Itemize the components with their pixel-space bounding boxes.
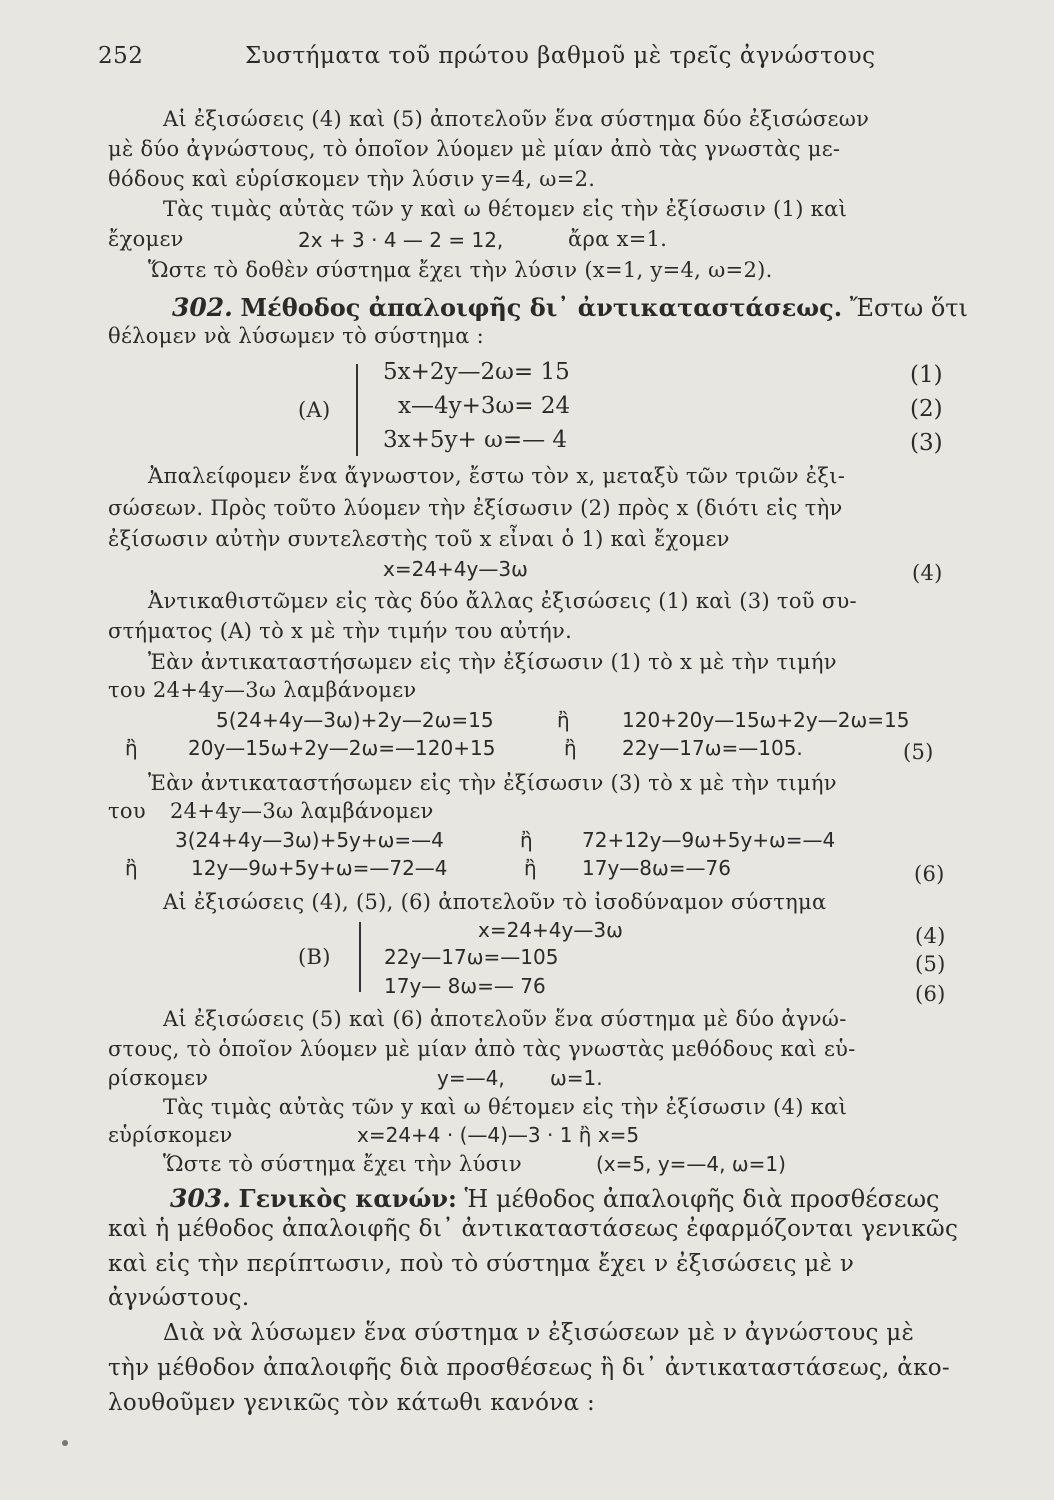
- system-equation: 22y—17ω=—105: [384, 945, 559, 969]
- equation: 12y—9ω+5y+ω=—72—4: [191, 856, 448, 880]
- system-label: (B): [298, 945, 331, 969]
- equation-number: (1): [910, 362, 943, 388]
- running-title: Συστήματα τοῦ πρώτου βαθμοῦ μὲ τρεῖς ἀγνώστους: [245, 43, 876, 69]
- system-equation: 3x+5y+ ω=— 4: [383, 427, 568, 453]
- section-303-heading: [170, 1184, 940, 1213]
- text-line: του 24+4y—3ω λαμβάνομεν: [108, 678, 417, 702]
- text-line: Τὰς τιμὰς αὐτὰς τῶν y καὶ ω θέτομεν εἰς τὴν ἐξίσωσιν (1) καὶ: [163, 197, 848, 221]
- ink-smudge: [62, 1440, 68, 1446]
- equation: 20y—15ω+2y—2ω=—120+15: [188, 736, 496, 760]
- text-line: καὶ ἡ μέθοδος ἀπαλοιφῆς δι᾽ ἀντικαταστάσεως ἐφαρμόζονται γενικῶς: [108, 1216, 959, 1242]
- equation-number: (5): [903, 740, 934, 764]
- text-line: του: [108, 799, 146, 823]
- text-line: ἀγνώστους.: [108, 1285, 250, 1311]
- text-line: ἔχομεν: [108, 227, 184, 251]
- system-equation: 5x+2y—2ω= 15: [383, 359, 570, 385]
- equation: y=—4,: [437, 1066, 505, 1090]
- text-line: Ἀντικαθιστῶμεν εἰς τὰς δύο ἄλλας ἐξισώσεις (1) καὶ (3) τοῦ συ-: [148, 589, 857, 613]
- equation: 2x + 3 · 4 — 2 = 12,: [298, 228, 504, 252]
- text-line: καὶ εἰς τὴν περίπτωσιν, ποὺ τὸ σύστημα ἔχει ν ἐξισώσεις μὲ ν: [108, 1251, 855, 1277]
- text-line: Διὰ νὰ λύσωμεν ἕνα σύστημα ν ἐξισώσεων μὲ ν ἀγνώστους μὲ: [163, 1320, 915, 1346]
- text-line: ἐξίσωσιν αὐτὴν συντελεστὴς τοῦ x εἶναι ὁ 1) καὶ ἔχομεν: [108, 527, 730, 551]
- or-word: ἢ: [125, 856, 138, 880]
- equation-number: (4): [915, 924, 946, 948]
- or-word: ἢ: [524, 856, 537, 880]
- equation-number: (6): [915, 982, 946, 1006]
- text-line: σώσεων. Πρὸς τοῦτο λύομεν τὴν ἐξίσωσιν (2) πρὸς x (διότι εἰς τὴν: [108, 496, 843, 520]
- section-302-heading: [172, 293, 968, 322]
- equation-number: (5): [915, 952, 946, 976]
- equation: 22y—17ω=—105.: [622, 736, 803, 760]
- equation: ω=1.: [550, 1066, 603, 1090]
- text-line: Ἀπαλείφομεν ἕνα ἄγνωστον, ἔστω τὸν x, μεταξὺ τῶν τριῶν ἐξι-: [148, 464, 846, 488]
- equation: 3(24+4y—3ω)+5y+ω=—4: [175, 828, 444, 852]
- section-title: Μέθοδος ἀπαλοιφῆς δι᾽ ἀντικαταστάσεως.: [240, 293, 843, 322]
- equation-number: (4): [912, 561, 943, 585]
- text-line: λουθοῦμεν γενικῶς τὸν κάτωθι κανόνα :: [108, 1390, 596, 1416]
- text-line: τὴν μέθοδον ἀπαλοιφῆς διὰ προσθέσεως ἢ δι᾽ ἀντικαταστάσεως, ἀκο-: [108, 1355, 950, 1381]
- equation: x=24+4 · (—4)—3 · 1 ἢ x=5: [357, 1123, 640, 1147]
- system-equation: x—4y+3ω= 24: [398, 393, 571, 419]
- text-line: Ὥστε τὸ σύστημα ἔχει τὴν λύσιν: [163, 1152, 522, 1176]
- text-line: Ἐὰν ἀντικαταστήσωμεν εἰς τὴν ἐξίσωσιν (3) τὸ x μὲ τὴν τιμήν: [148, 771, 837, 795]
- text-line: ρίσκομεν: [108, 1066, 209, 1090]
- section-title: Γενικὸς κανών:: [238, 1184, 457, 1213]
- text-line: Αἱ ἐξισώσεις (4) καὶ (5) ἀποτελοῦν ἕνα σύστημα δύο ἐξισώσεων: [163, 107, 870, 131]
- text-line: ἄρα x=1.: [568, 227, 668, 251]
- section-number: 303.: [170, 1184, 231, 1213]
- or-word: ἢ: [564, 736, 577, 760]
- text-line: Αἱ ἐξισώσεις (5) καὶ (6) ἀποτελοῦν ἕνα σύστημα μὲ δύο ἀγνώ-: [163, 1007, 847, 1031]
- text-line: στους, τὸ ὁποῖον λύομεν μὲ μίαν ἀπὸ τὰς γνωστὰς μεθόδους καὶ εὑ-: [108, 1037, 856, 1061]
- text-line: 24+4y—3ω λαμβάνομεν: [170, 799, 434, 823]
- section-title-tail: Ἡ μέθοδος ἀπαλοιφῆς διὰ προσθέσεως: [464, 1185, 940, 1213]
- text-line: Τὰς τιμὰς αὐτὰς τῶν y καὶ ω θέτομεν εἰς τὴν ἐξίσωσιν (4) καὶ: [163, 1095, 848, 1119]
- equation-number: (6): [914, 862, 945, 886]
- or-word: ἢ: [557, 708, 570, 732]
- brace: [356, 364, 358, 456]
- page-number: 252: [98, 43, 144, 69]
- text-line: Ἐὰν ἀντικαταστήσωμεν εἰς τὴν ἐξίσωσιν (1) τὸ x μὲ τὴν τιμήν: [148, 650, 837, 674]
- system-equation: 17y— 8ω=— 76: [384, 974, 546, 998]
- text-line: Ὥστε τὸ δοθὲν σύστημα ἔχει τὴν λύσιν (x=1, y=4, ω=2).: [148, 258, 773, 282]
- text-line: θόδους καὶ εὑρίσκομεν τὴν λύσιν y=4, ω=2.: [108, 167, 596, 191]
- equation: 120+20y—15ω+2y—2ω=15: [622, 708, 910, 732]
- text-line: θέλομεν νὰ λύσωμεν τὸ σύστημα :: [108, 324, 485, 348]
- equation: 5(24+4y—3ω)+2y—2ω=15: [216, 708, 494, 732]
- equation-number: (2): [910, 396, 943, 422]
- equation-number: (3): [910, 430, 943, 456]
- equation: 17y—8ω=—76: [582, 856, 731, 880]
- system-label: (A): [298, 398, 331, 422]
- text-line: Αἱ ἐξισώσεις (4), (5), (6) ἀποτελοῦν τὸ ἰσοδύναμον σύστημα: [163, 890, 827, 914]
- or-word: ἢ: [520, 828, 533, 852]
- equation: (x=5, y=—4, ω=1): [596, 1152, 786, 1176]
- section-title-tail: Ἔστω ὅτι: [849, 294, 968, 322]
- text-line: στήματος (A) τὸ x μὲ τὴν τιμήν του αὐτήν.: [108, 619, 573, 643]
- text-line: εὑρίσκομεν: [108, 1123, 233, 1147]
- text-line: μὲ δύο ἀγνώστους, τὸ ὁποῖον λύομεν μὲ μίαν ἀπὸ τὰς γνωστὰς με-: [108, 137, 841, 161]
- section-number: 302.: [172, 293, 233, 322]
- system-equation: x=24+4y—3ω: [478, 918, 623, 942]
- equation: 72+12y—9ω+5y+ω=—4: [582, 828, 836, 852]
- or-word: ἢ: [125, 736, 138, 760]
- brace: [359, 922, 361, 992]
- equation: x=24+4y—3ω: [383, 557, 528, 581]
